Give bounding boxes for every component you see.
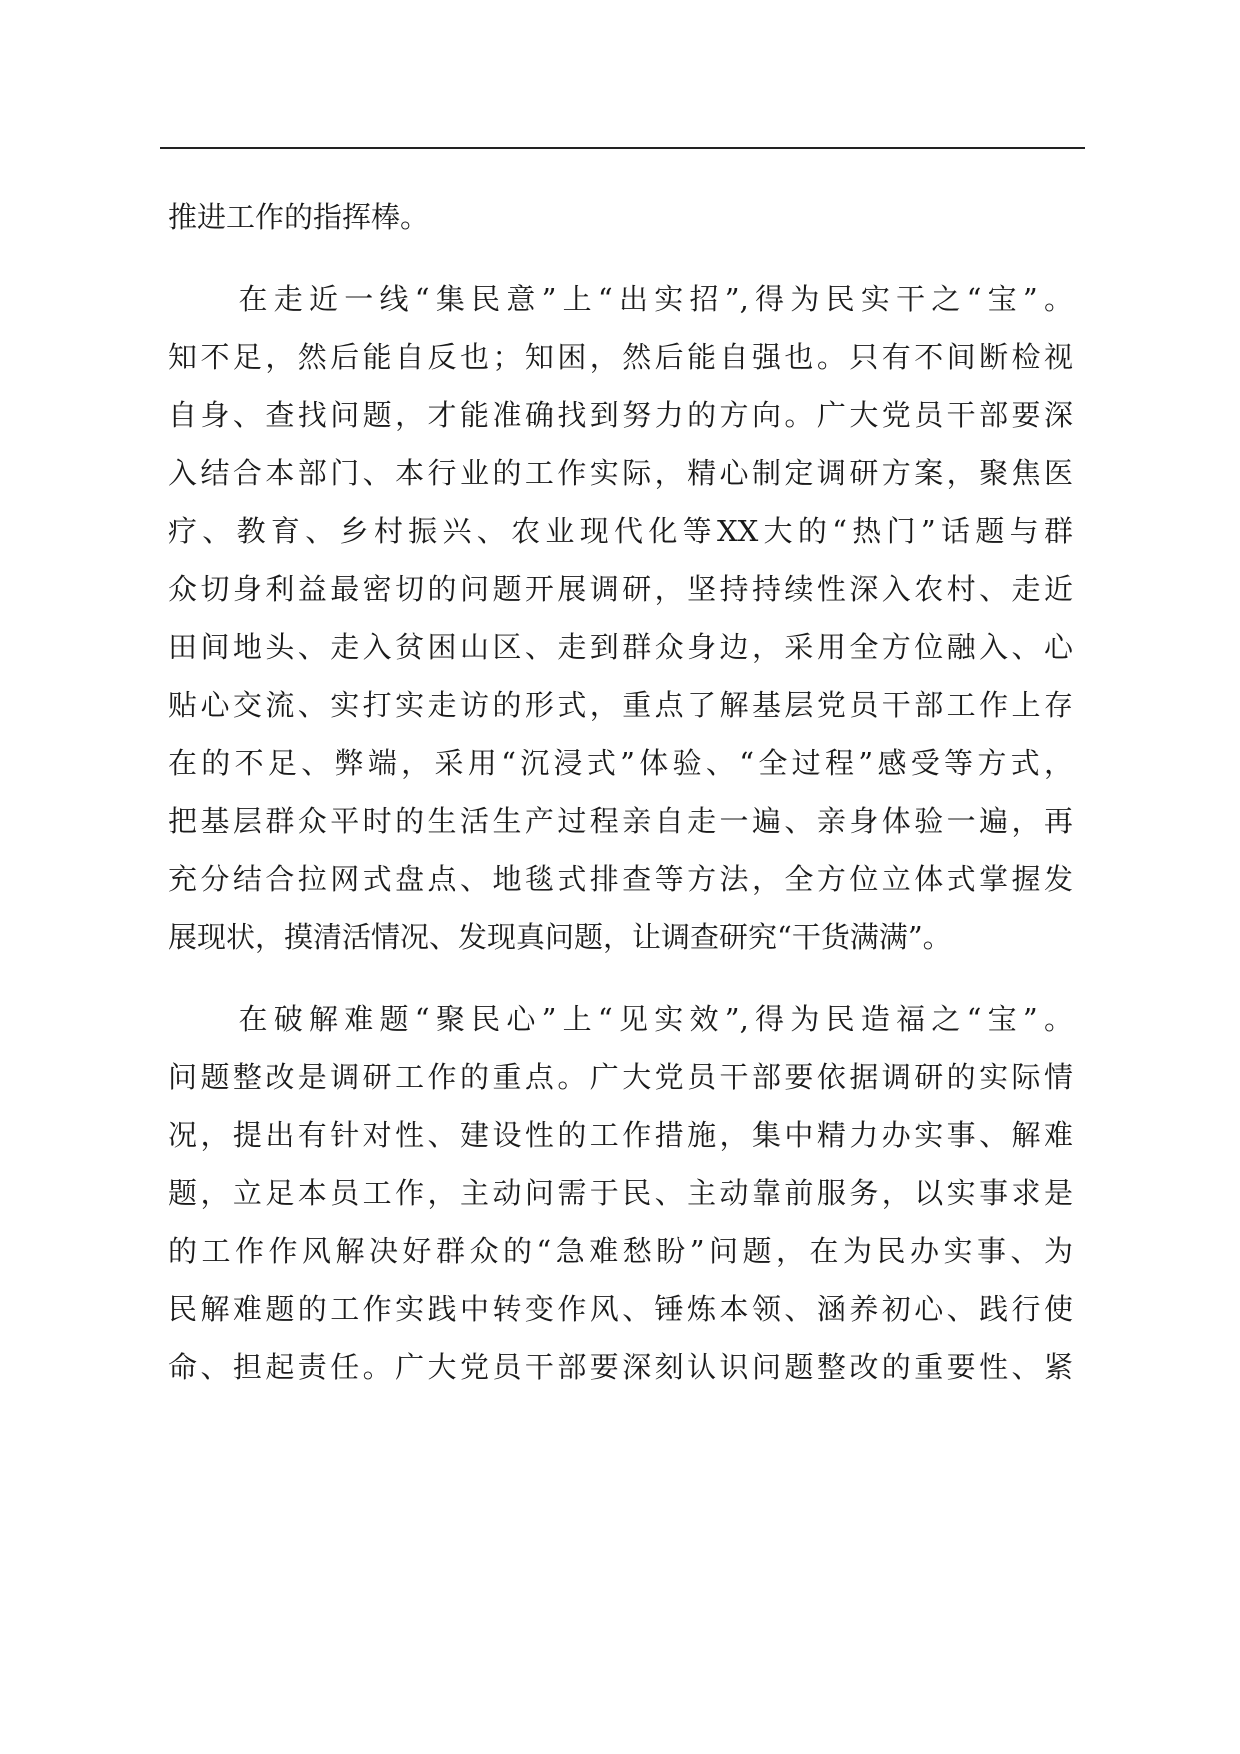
text-line: 在走近一线“集民意”上“出实招”,得为民实干之“宝”。 [168,282,1073,316]
text-line: 知不足，然后能自反也；知困，然后能自强也。只有不间断检视 [168,340,1073,374]
text-line: 推进工作的指挥棒。 [168,200,430,234]
paragraph [168,990,1073,1396]
text-line: 展现状，摸清活情况、发现真问题，让调查研究“干货满满”。 [168,920,952,954]
text-line: 自身、查找问题，才能准确找到努力的方向。广大党员干部要深 [168,398,1073,432]
text-line: 田间地头、走入贫困山区、走到群众身边，采用全方位融入、心 [168,630,1073,664]
text-line: 的工作作风解决好群众的“急难愁盼”问题，在为民办实事、为 [168,1234,1073,1268]
text-line: 充分结合拉网式盘点、地毯式排查等方法，全方位立体式掌握发 [168,862,1073,896]
text-line: 贴心交流、实打实走访的形式，重点了解基层党员干部工作上存 [168,688,1073,722]
text-line: 题，立足本员工作，主动问需于民、主动靠前服务，以实事求是 [168,1176,1073,1210]
paragraph [168,270,1073,966]
text-line: 众切身利益最密切的问题开展调研，坚持持续性深入农村、走近 [168,572,1073,606]
text-line: 问题整改是调研工作的重点。广大党员干部要依据调研的实际情 [168,1060,1073,1094]
text-line: 民解难题的工作实践中转变作风、锤炼本领、涵养初心、践行使 [168,1292,1073,1326]
text-line: 疗、教育、乡村振兴、农业现代化等XX大的“热门”话题与群 [168,514,1073,548]
text-line: 在的不足、弊端，采用“沉浸式”体验、“全过程”感受等方式， [168,746,1073,780]
text-line: 况，提出有针对性、建设性的工作措施，集中精力办实事、解难 [168,1118,1073,1152]
text-line: 命、担起责任。广大党员干部要深刻认识问题整改的重要性、紧 [168,1350,1073,1384]
document-body [168,188,1073,1396]
header-rule [160,147,1085,149]
text-line: 把基层群众平时的生活生产过程亲自走一遍、亲身体验一遍，再 [168,804,1073,838]
text-line: 在破解难题“聚民心”上“见实效”,得为民造福之“宝”。 [168,1002,1073,1036]
text-line: 入结合本部门、本行业的工作实际，精心制定调研方案，聚焦医 [168,456,1073,490]
paragraph [168,188,1073,246]
